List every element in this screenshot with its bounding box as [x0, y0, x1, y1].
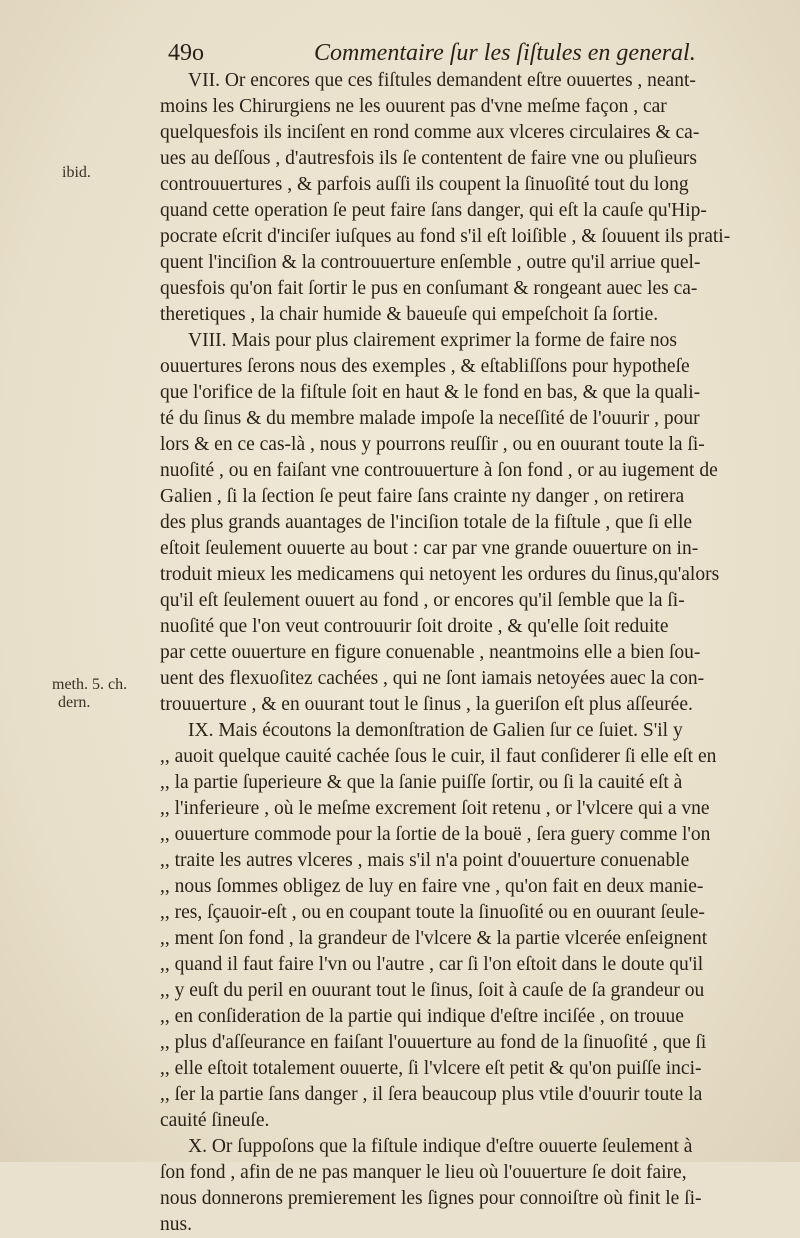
text-line: moins les Chirurgiens ne les ouurent pas d'vne meſme façon , car	[160, 96, 667, 117]
text-line: ,, traite les autres vlceres , mais s'il n'a point d'ouuerture conuenable	[160, 850, 690, 871]
text-line: controuuertures , & parfois auſſi ils coupent la ſinuoſité tout du long	[160, 174, 689, 195]
page-header	[168, 38, 728, 68]
text-line: cauité ſineuſe.	[160, 1110, 270, 1131]
text-line: nuoſité , ou en faiſant vne controuuerture à ſon fond , or au iugement de	[160, 460, 718, 481]
text-line: ,, plus d'aſſeurance en faiſant l'ouuerture au fond de la ſinuoſité , que ſi	[160, 1032, 707, 1053]
text-line: ,, en conſideration de la partie qui indique d'eſtre inciſée , on trouue	[160, 1006, 684, 1027]
text-line: ,, nous ſommes obligez de luy en faire vne , qu'on fait en deux manie-	[160, 876, 704, 897]
text-line: nuoſité que l'on veut controuurir ſoit droite , & qu'elle ſoit reduite	[160, 616, 669, 637]
text-line: quand cette operation ſe peut faire ſans danger, qui eſt la cauſe qu'Hip-	[160, 200, 707, 221]
text-line: lors & en ce cas-là , nous y pourrons reuſſir , ou en ouurant toute la ſi-	[160, 434, 705, 455]
body-text	[160, 68, 770, 1238]
text-line: ,, ſer la partie ſans danger , il ſera beaucoup plus vtile d'ouurir toute la	[160, 1084, 703, 1105]
text-line: ,, ouuerture commode pour la ſortie de la bouë , ſera guery comme l'on	[160, 824, 711, 845]
text-line: ,, res, ſçauoir-eſt , ou en coupant toute la ſinuoſité ou en ouurant ſeule-	[160, 902, 705, 923]
margin-note-reference-cont: dern.	[58, 694, 91, 711]
text-line: troduit mieux les medicamens qui netoyent les ordures du ſinus,qu'alors	[160, 564, 720, 585]
text-line: ouuertures ſerons nous des exemples , & eſtabliſſons pour hypotheſe	[160, 356, 690, 377]
running-title: Commentaire ſur les ſiſtules en general.	[314, 40, 696, 66]
text-line: ,, elle eſtoit totalement ouuerte, ſi l'vlcere eſt petit & qu'on puiſſe inci-	[160, 1058, 702, 1079]
text-line: Galien , ſi la ſection ſe peut faire ſans crainte ny danger , on retirera	[160, 486, 685, 507]
text-line: IX. Mais écoutons la demonſtration de Galien ſur ce ſuiet. S'il y	[188, 720, 683, 741]
text-line: par cette ouuerture en figure conuenable , neantmoins elle a bien ſou-	[160, 642, 701, 663]
text-line: ,, y euſt du peril en ouurant tout le ſinus, ſoit à cauſe de ſa grandeur ou	[160, 980, 705, 1001]
text-line: pocrate eſcrit d'inciſer iuſques au fond s'il eſt loiſible , & ſouuent ils prati-	[160, 226, 731, 247]
margin-note-reference: meth. 5. ch.	[52, 676, 128, 693]
text-line: uent des flexuoſitez cachées , qui ne ſont iamais netoyées auec la con-	[160, 668, 705, 689]
text-line: quelquesfois ils inciſent en rond comme aux vlceres circulaires & ca-	[160, 122, 700, 143]
margin-note-ibid: ibid.	[62, 164, 91, 181]
text-line: ,, la partie ſuperieure & que la ſanie puiſſe ſortir, ou ſi la cauité eſt à	[160, 772, 683, 793]
text-line: que l'orifice de la fiſtule ſoit en haut & le fond en bas, & que la quali-	[160, 382, 701, 403]
text-line: eſtoit ſeulement ouuerte au bout : car par vne grande ouuerture on in-	[160, 538, 699, 559]
text-line: X. Or ſuppoſons que la fiſtule indique d'eſtre ouuerte ſeulement à	[188, 1136, 693, 1157]
text-line: VII. Or encores que ces fiſtules demandent eſtre ouuertes , neant-	[188, 70, 696, 91]
text-line: nus.	[160, 1214, 192, 1235]
text-line: theretiques , la chair humide & baueuſe qui empeſchoit ſa ſortie.	[160, 304, 659, 325]
text-line: ,, quand il faut faire l'vn ou l'autre , car ſi l'on eſtoit dans le doute qu'il	[160, 954, 704, 975]
text-line: ues au deſſous , d'autresfois ils ſe contentent de faire vne ou pluſieurs	[160, 148, 697, 169]
text-line: quesfois qu'on fait ſortir le pus en conſumant & rongeant auec les ca-	[160, 278, 698, 299]
text-line: qu'il eſt ſeulement ouuert au fond , or encores qu'il ſemble que la ſi-	[160, 590, 685, 611]
text-line: trouuerture , & en ouurant tout le ſinus , la gueriſon eſt plus aſſeurée.	[160, 694, 693, 715]
text-line: quent l'inciſion & la controuuerture enſemble , outre qu'il arriue quel-	[160, 252, 701, 273]
page-number: 49o	[168, 40, 204, 66]
text-line: nous donnerons premierement les ſignes pour connoiſtre où finit le ſi-	[160, 1188, 702, 1209]
text-line: ,, auoit quelque cauité cachée ſous le cuir, il faut conſiderer ſi elle eſt en	[160, 746, 717, 767]
text-line: té du ſinus & du membre malade impoſe la neceſſité de l'ouurir , pour	[160, 408, 700, 429]
text-line: VIII. Mais pour plus clairement exprimer la forme de faire nos	[188, 330, 677, 351]
text-line: ,, l'inferieure , où le meſme excrement ſoit retenu , or l'vlcere qui a vne	[160, 798, 710, 819]
text-line: des plus grands auantages de l'inciſion totale de la fiſtule , que ſi elle	[160, 512, 693, 533]
text-line: ,, ment ſon fond , la grandeur de l'vlcere & la partie vlcerée enſeignent	[160, 928, 708, 949]
text-line: ſon fond , afin de ne pas manquer le lieu où l'ouuerture ſe doit faire,	[160, 1162, 687, 1183]
